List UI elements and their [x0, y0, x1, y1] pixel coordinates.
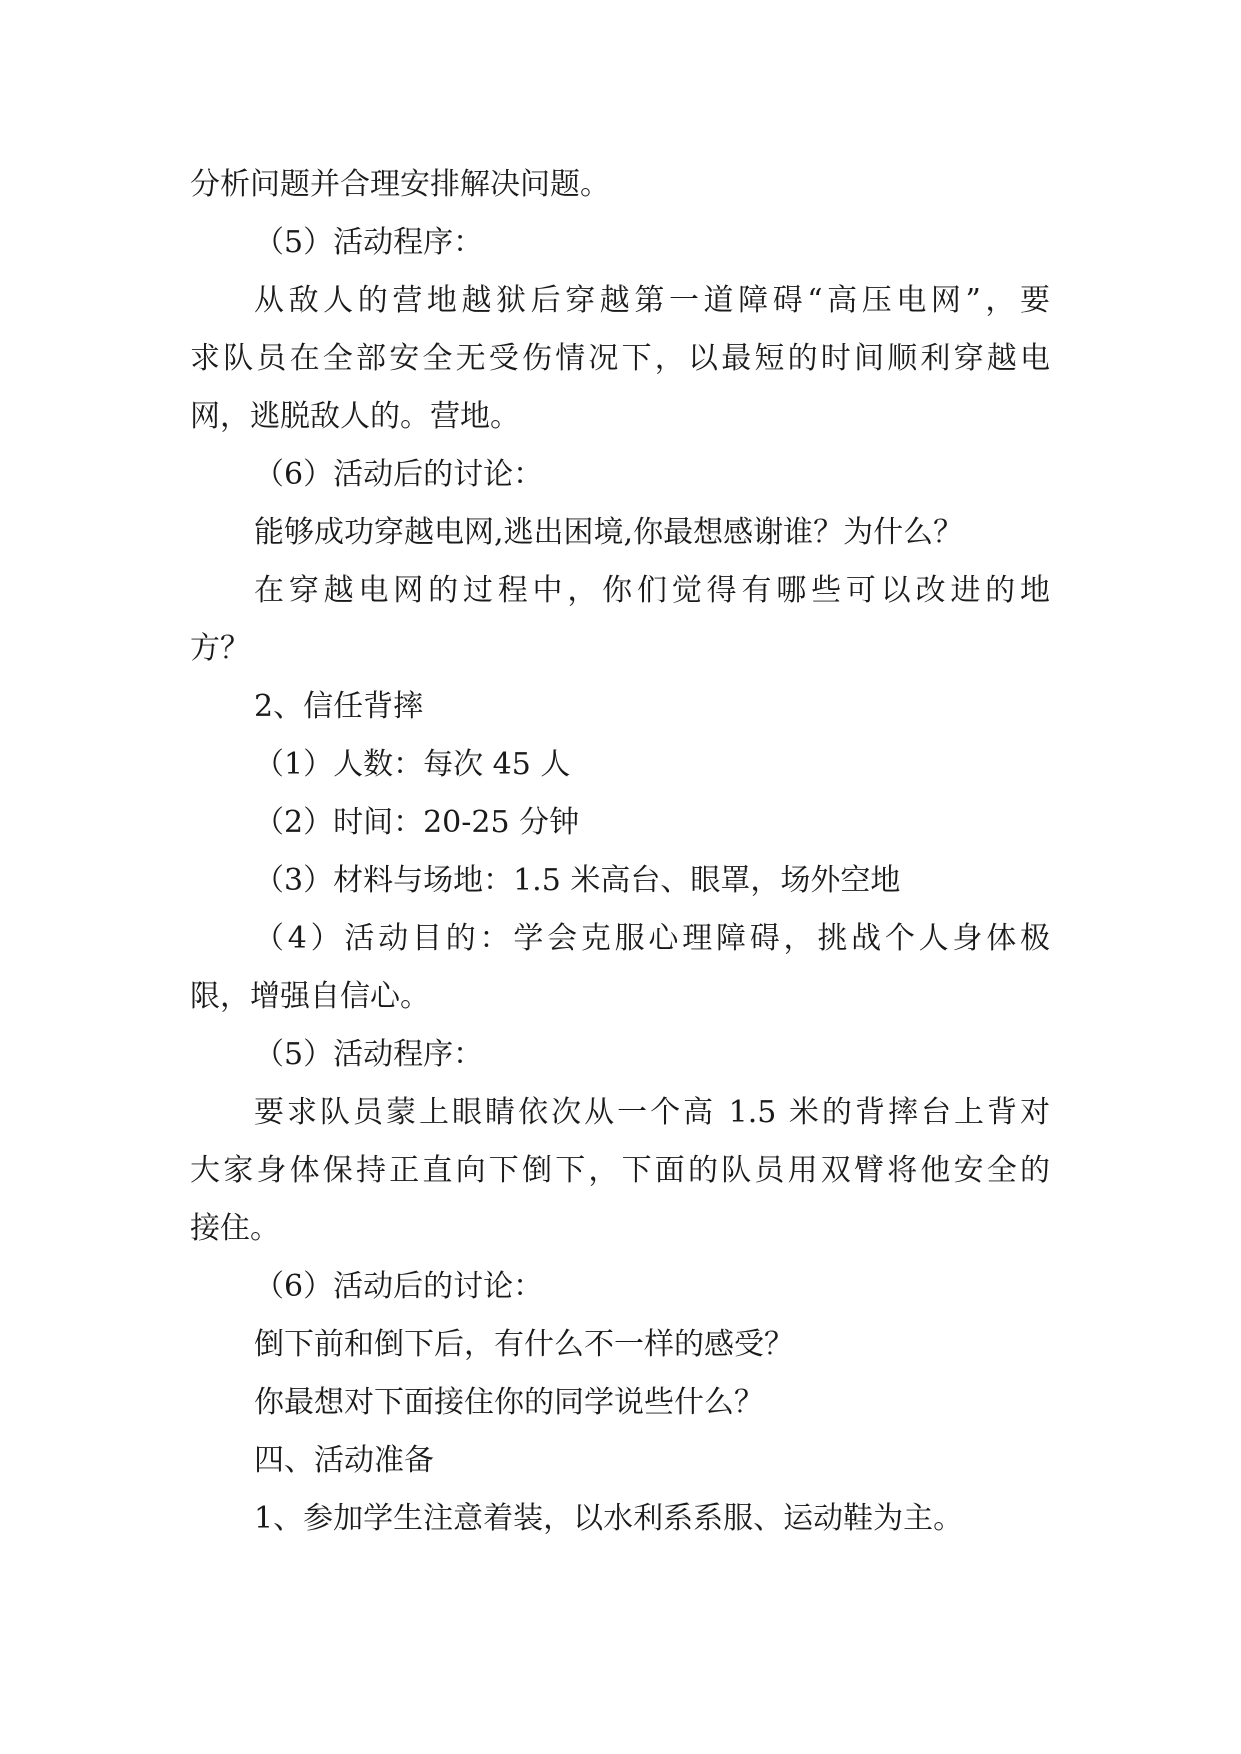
text-line: 你最想对下面接住你的同学说些什么？: [254, 1385, 764, 1420]
text-line: 分析问题并合理安排解决问题。: [190, 167, 610, 202]
text-line: （5）活动程序：: [254, 1037, 484, 1072]
text-line: 1、参加学生注意着装，以水利系系服、运动鞋为主。: [254, 1501, 964, 1536]
text-line: 要求队员蒙上眼睛依次从一个高 1.5 米的背摔台上背对: [254, 1095, 1050, 1130]
text-line: 方？: [190, 631, 250, 666]
text-line: （6）活动后的讨论：: [254, 1269, 544, 1304]
section-heading: 四、活动准备: [254, 1443, 434, 1478]
text-line: 求队员在全部安全无受伤情况下，以最短的时间顺利穿越电: [190, 341, 1050, 376]
text-line: 在穿越电网的过程中，你们觉得有哪些可以改进的地: [254, 573, 1050, 608]
text-line: 能够成功穿越电网,逃出困境,你最想感谢谁？为什么？: [254, 515, 964, 550]
text-line: （3）材料与场地：1.5 米高台、眼罩，场外空地: [254, 863, 901, 898]
text-line: 倒下前和倒下后，有什么不一样的感受？: [254, 1327, 794, 1362]
text-line: 接住。: [190, 1211, 280, 1246]
text-line: （2）时间：20-25 分钟: [254, 805, 580, 840]
text-line: （5）活动程序：: [254, 225, 484, 260]
text-line: 网，逃脱敌人的。营地。: [190, 399, 520, 434]
text-line: （4）活动目的：学会克服心理障碍，挑战个人身体极: [254, 921, 1050, 956]
text-line: （6）活动后的讨论：: [254, 457, 544, 492]
section-heading: 2、信任背摔: [254, 689, 424, 724]
text-line: 大家身体保持正直向下倒下，下面的队员用双臂将他安全的: [190, 1153, 1050, 1188]
text-line: 限，增强自信心。: [190, 979, 430, 1014]
text-line: （1）人数：每次 45 人: [254, 747, 571, 782]
text-line: 从敌人的营地越狱后穿越第一道障碍“高压电网”，要: [254, 283, 1050, 318]
